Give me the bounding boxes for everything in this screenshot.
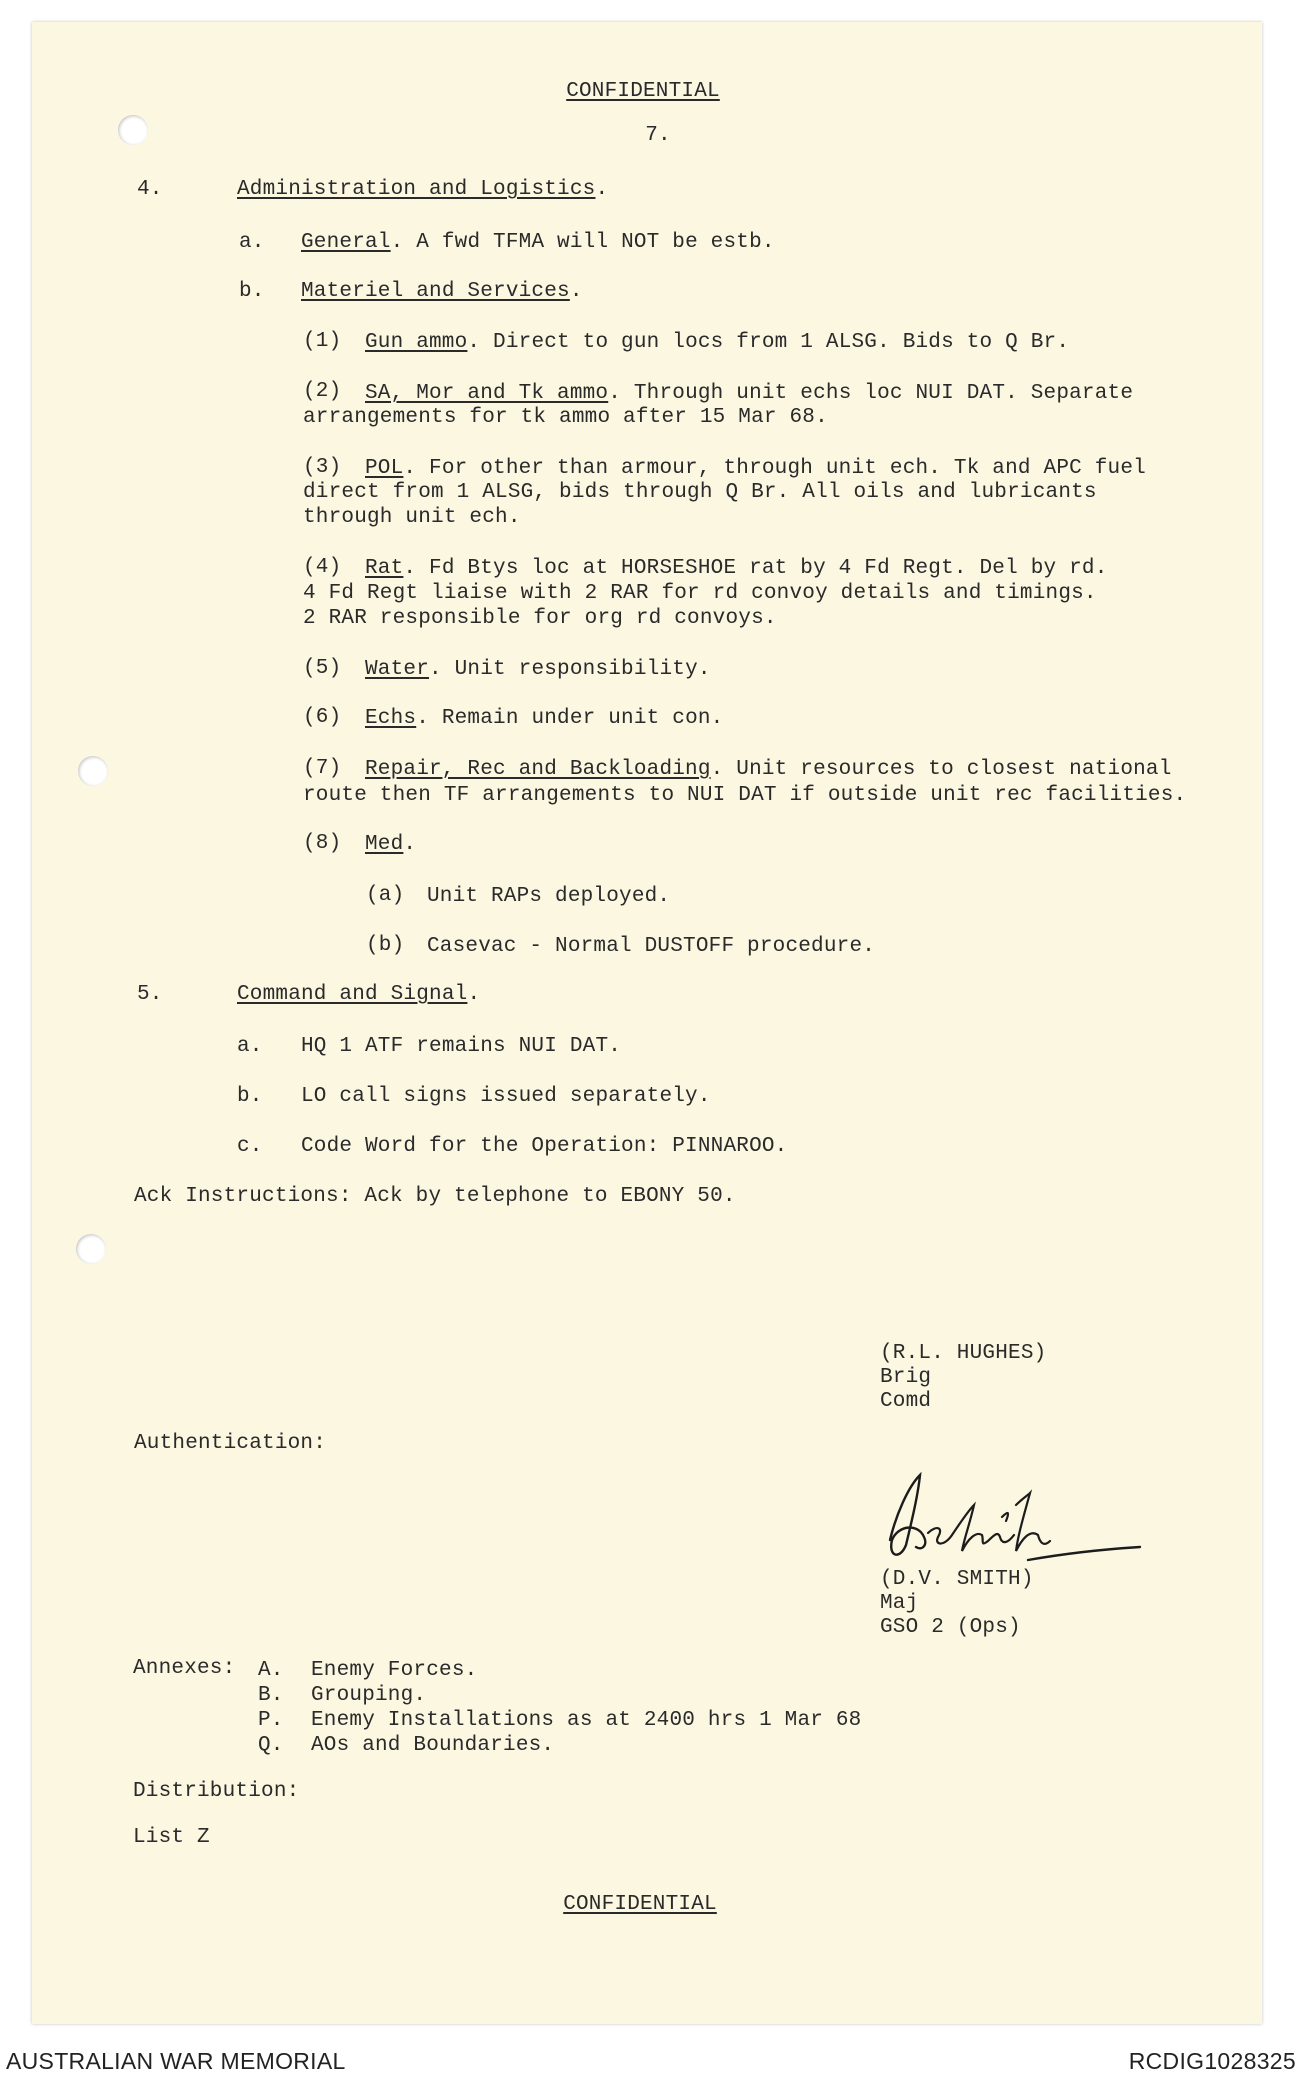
- footer-classification: CONFIDENTIAL: [563, 1893, 717, 1916]
- para-label: a.: [239, 231, 265, 254]
- item-text-line: arrangements for tk ammo after 15 Mar 68.: [303, 406, 828, 429]
- subitem-casevac: Casevac - Normal DUSTOFF procedure.: [427, 935, 876, 958]
- para-label: b.: [239, 280, 265, 303]
- item-text-line: route then TF arrangements to NUI DAT if outside unit rec facilities.: [303, 784, 1187, 807]
- subitem-label: (a): [366, 884, 405, 907]
- distribution-list: List Z: [133, 1826, 210, 1849]
- annex-letter: B.: [258, 1684, 284, 1707]
- para-materiel-heading: Materiel and Services.: [301, 280, 583, 303]
- section-title: Command and Signal.: [237, 983, 481, 1006]
- ack-instructions: Ack Instructions: Ack by telephone to EBONY 50.: [134, 1185, 736, 1208]
- annexes-label: Annexes:: [133, 1657, 236, 1680]
- item-number: (6): [303, 706, 342, 729]
- annex-letter: Q.: [258, 1734, 284, 1757]
- subitem-unit-raps: Unit RAPs deployed.: [427, 885, 671, 908]
- annex-title: AOs and Boundaries.: [311, 1734, 555, 1757]
- section-number: 5.: [137, 983, 163, 1006]
- authentication-label: Authentication:: [134, 1432, 327, 1455]
- punch-hole: [76, 1234, 106, 1264]
- section-title: Administration and Logistics.: [237, 178, 609, 201]
- archive-name: AUSTRALIAN WAR MEMORIAL: [6, 2048, 346, 2074]
- item-text-line: 2 RAR responsible for org rd convoys.: [303, 607, 777, 630]
- item-gun-ammo: Gun ammo. Direct to gun locs from 1 ALSG. Bids to Q Br.: [365, 331, 1070, 354]
- item-number: (1): [303, 330, 342, 353]
- section-number: 4.: [137, 178, 163, 201]
- signature: [878, 1465, 1148, 1575]
- item-text-line: 4 Fd Regt liaise with 2 RAR for rd convoy details and timings.: [303, 582, 1097, 605]
- authenticator-appointment: GSO 2 (Ops): [880, 1616, 1021, 1639]
- annex-title: Grouping.: [311, 1684, 427, 1707]
- item-number: (5): [303, 657, 342, 680]
- item-text-line: direct from 1 ALSG, bids through Q Br. All oils and lubricants: [303, 481, 1097, 504]
- para-label: c.: [237, 1135, 263, 1158]
- item-number: (8): [303, 832, 342, 855]
- signatory-appointment: Comd: [880, 1390, 932, 1413]
- item-text-line: through unit ech.: [303, 506, 521, 529]
- para-code-word: Code Word for the Operation: PINNAROO.: [301, 1135, 788, 1158]
- item-repair-rec: Repair, Rec and Backloading. Unit resources to closest national: [365, 758, 1172, 781]
- subitem-label: (b): [366, 934, 405, 957]
- item-sa-mor-tk-ammo: SA, Mor and Tk ammo. Through unit echs loc NUI DAT. Separate: [365, 382, 1134, 405]
- annex-letter: P.: [258, 1709, 284, 1732]
- distribution-label: Distribution:: [133, 1780, 300, 1803]
- item-water: Water. Unit responsibility.: [365, 658, 711, 681]
- item-echs: Echs. Remain under unit con.: [365, 707, 724, 730]
- annex-letter: A.: [258, 1659, 284, 1682]
- authenticator-rank: Maj: [880, 1592, 919, 1615]
- para-general: General. A fwd TFMA will NOT be estb.: [301, 231, 775, 254]
- item-number: (4): [303, 556, 342, 579]
- signatory-name: (R.L. HUGHES): [880, 1342, 1047, 1365]
- punch-hole: [118, 115, 148, 145]
- item-number: (3): [303, 456, 342, 479]
- item-pol: POL. For other than armour, through unit ech. Tk and APC fuel: [365, 457, 1146, 480]
- punch-hole: [78, 756, 108, 786]
- para-hq: HQ 1 ATF remains NUI DAT.: [301, 1035, 622, 1058]
- archive-reference: RCDIG1028325: [1128, 2048, 1296, 2074]
- annex-title: Enemy Installations as at 2400 hrs 1 Mar 68: [311, 1709, 862, 1732]
- header-classification: CONFIDENTIAL: [566, 80, 720, 103]
- item-number: (7): [303, 757, 342, 780]
- para-lo-call-signs: LO call signs issued separately.: [301, 1085, 711, 1108]
- signatory-rank: Brig: [880, 1366, 932, 1389]
- item-med: Med.: [365, 833, 417, 856]
- item-number: (2): [303, 380, 342, 403]
- page-number: 7.: [645, 124, 671, 147]
- annex-title: Enemy Forces.: [311, 1659, 478, 1682]
- para-label: a.: [237, 1035, 263, 1058]
- para-label: b.: [237, 1085, 263, 1108]
- item-rat: Rat. Fd Btys loc at HORSESHOE rat by 4 Fd Regt. Del by rd.: [365, 557, 1108, 580]
- authenticator-name: (D.V. SMITH): [880, 1568, 1034, 1591]
